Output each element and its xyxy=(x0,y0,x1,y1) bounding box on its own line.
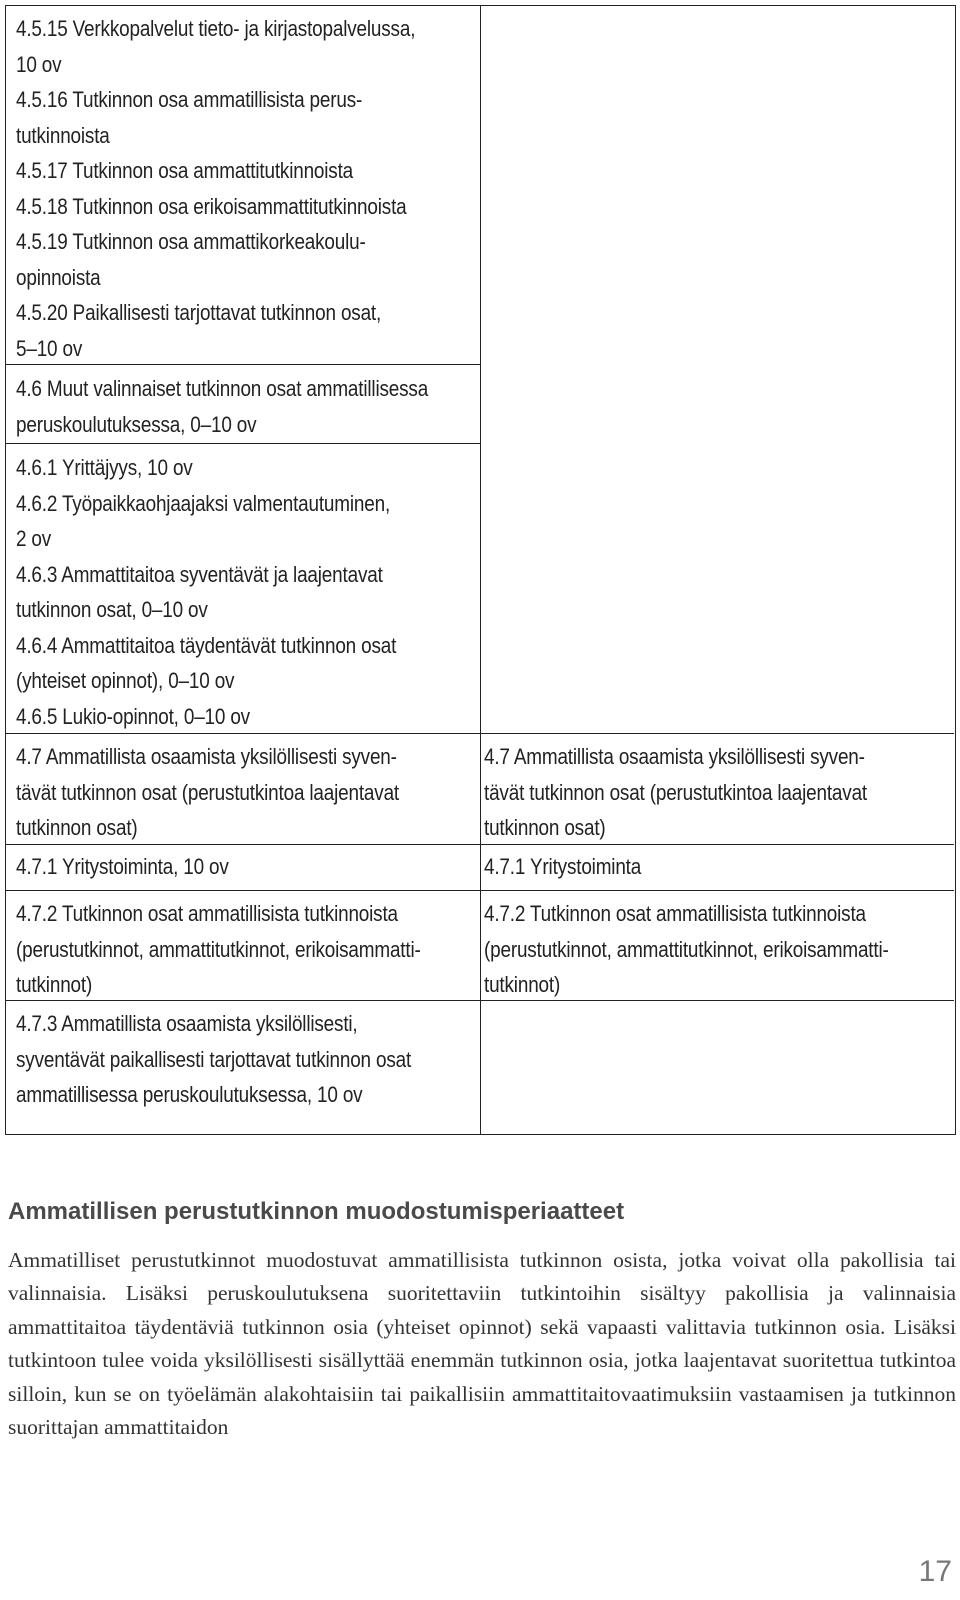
table-line: tutkinnon osat) xyxy=(484,815,606,840)
table-line: 4.7.3 Ammatillista osaamista yksilöllisesti, xyxy=(16,1011,358,1036)
table-line: syventävät paikallisesti tarjottavat tutkinnon osat xyxy=(16,1046,412,1072)
table-line: 4.5.20 Paikallisesti tarjottavat tutkinnon osat, xyxy=(16,300,382,325)
table-line: 4.7.1 Yritystoiminta xyxy=(484,854,642,879)
row-divider xyxy=(6,890,954,891)
table-cell-left-3 xyxy=(16,450,396,734)
page-number: 17 xyxy=(918,1555,952,1588)
table-line: opinnoista xyxy=(16,264,101,290)
table-line: 4.6 Muut valinnaiset tutkinnon osat ammatillisessa xyxy=(16,376,429,401)
table-line: 4.6.1 Yrittäjyys, 10 ov xyxy=(16,455,193,480)
table-cell-right-5 xyxy=(484,849,641,885)
table-line: (perustutkinnot, ammattitutkinnot, erikoisammatti- xyxy=(484,936,889,962)
table-line: tutkinnot) xyxy=(484,972,561,997)
table-cell-right-4 xyxy=(484,739,867,846)
table-cell-left-6 xyxy=(16,896,421,1003)
table-line: tävät tutkinnon osat (perustutkintoa laajentavat xyxy=(484,779,868,805)
table-line: 4.7.1 Yritystoiminta, 10 ov xyxy=(16,854,229,879)
table-line: tutkinnoista xyxy=(16,122,110,148)
table-line: 4.6.2 Työpaikkaohjaajaksi valmentautuminen, xyxy=(16,490,391,516)
table-line: 4.5.19 Tutkinnon osa ammattikorkeakoulu- xyxy=(16,229,366,254)
table-line: 4.5.18 Tutkinnon osa erikoisammattitutkinnoista xyxy=(16,193,407,219)
table-line: tävät tutkinnon osat (perustutkintoa laajentavat xyxy=(16,779,400,805)
table-line: tutkinnon osat, 0–10 ov xyxy=(16,597,208,622)
table-cell-right-6 xyxy=(484,896,889,1003)
table-line: 4.7.2 Tutkinnon osat ammatillisista tutkinnoista xyxy=(484,901,866,926)
table-line: 4.7 Ammatillista osaamista yksilöllisesti syven- xyxy=(484,744,865,769)
table-cell-left-2 xyxy=(16,371,428,442)
table-line: ammatillisessa peruskoulutuksessa, 10 ov xyxy=(16,1082,363,1107)
section-heading: Ammatillisen perustutkinnon muodostumisperiaatteet xyxy=(8,1198,625,1225)
table-cell-left-5 xyxy=(16,849,229,885)
course-table xyxy=(5,5,956,1135)
row-divider xyxy=(6,443,480,444)
table-cell-left-4 xyxy=(16,739,399,846)
table-line: 4.7 Ammatillista osaamista yksilöllisesti syven- xyxy=(16,744,397,769)
table-line: tutkinnon osat) xyxy=(16,815,138,840)
table-line: 4.6.3 Ammattitaitoa syventävät ja laajentavat xyxy=(16,561,383,587)
table-line: 4.5.17 Tutkinnon osa ammattitutkinnoista xyxy=(16,158,354,183)
table-line: 4.6.5 Lukio-opinnot, 0–10 ov xyxy=(16,703,250,729)
table-line: 2 ov xyxy=(16,526,52,551)
table-line: 4.5.15 Verkkopalvelut tieto- ja kirjastopalvelussa, xyxy=(16,16,416,41)
table-line: 5–10 ov xyxy=(16,335,83,361)
table-line: (yhteiset opinnot), 0–10 ov xyxy=(16,668,235,693)
table-cell-left-1 xyxy=(16,11,415,366)
body-paragraph: Ammatilliset perustutkinnot muodostuvat ammatillisista tutkinnon osista, jotka voivat olla pakollisia tai valinnaisia. Lisäksi peruskoulutuksena suoritettaviin tutkintoihin sisältyy pakollisia ja valinnaisia ammattitaitoa täydentäviä tutkinnon osia (yhteiset opinnot) sekä vapaasti valittavia tutkinnon osia. Lisäksi tutkintoon tulee voida yksilöllisesti sisällyttää enemmän tutkinnon osia, jotka laajentavat suoritettua tutkintoa silloin, kun se on työelämän alakohtaisiin tai paikallisiin ammattitaitovaatimuksiin vastaamisen ja tutkinnon suorittajan ammattitaidon xyxy=(8,1248,956,1440)
table-line: 4.7.2 Tutkinnon osat ammatillisista tutkinnoista xyxy=(16,901,398,926)
table-line: 4.6.4 Ammattitaitoa täydentävät tutkinnon osat xyxy=(16,632,397,658)
table-line: (perustutkinnot, ammattitutkinnot, erikoisammatti- xyxy=(16,936,421,962)
table-line: 10 ov xyxy=(16,51,62,77)
column-divider xyxy=(480,6,481,1134)
table-line: 4.5.16 Tutkinnon osa ammatillisista perus- xyxy=(16,87,363,112)
table-line: peruskoulutuksessa, 0–10 ov xyxy=(16,411,257,437)
table-line: tutkinnot) xyxy=(16,972,93,997)
table-cell-left-7 xyxy=(16,1006,411,1113)
